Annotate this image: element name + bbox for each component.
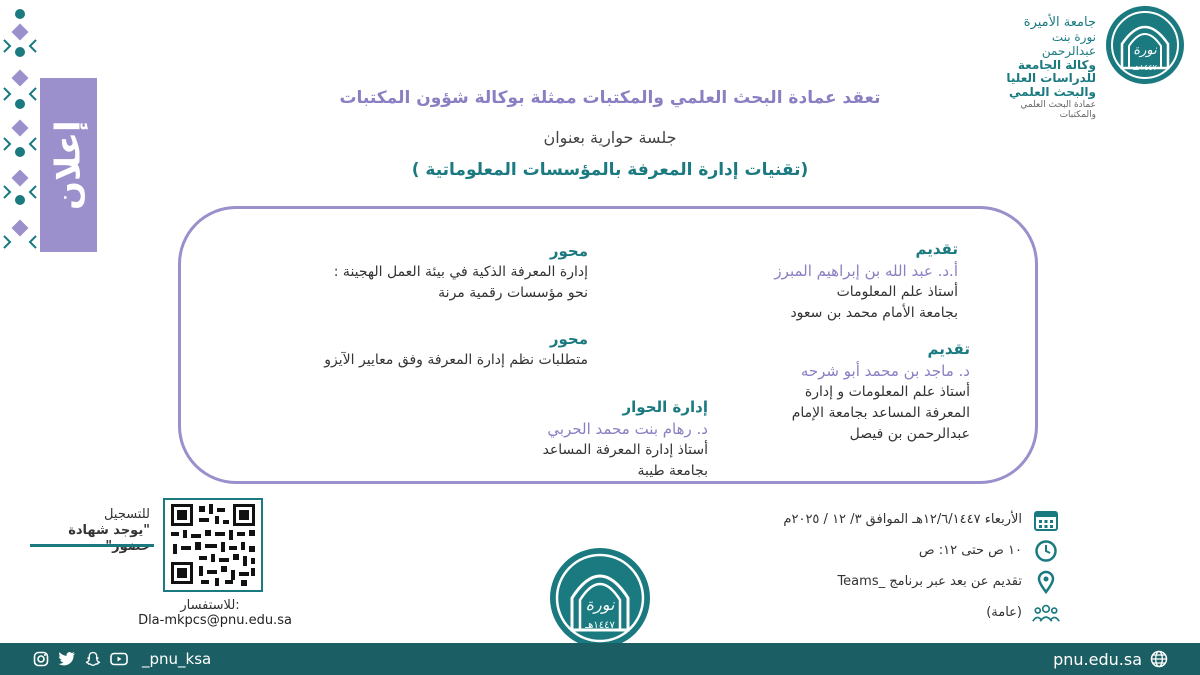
website-link[interactable] <box>1053 643 1168 675</box>
decorative-pattern <box>0 0 40 252</box>
registration-label <box>26 507 150 555</box>
presenter-1-name: أ.د. عبد الله بن إبراهيم المبرز <box>774 262 958 280</box>
presenter-1-title2: بجامعة الأمام محمد بن سعود <box>790 305 958 321</box>
event-audience: (عامة) <box>986 605 1022 620</box>
footer-bar <box>0 643 1200 675</box>
event-date: الأربعاء ١٢/٦/١٤٤٧هـ الموافق ٣/ ١٢ / ٢٠٢٥م <box>783 512 1022 527</box>
moderator <box>448 396 708 482</box>
event-details <box>700 504 1060 628</box>
location-row <box>700 566 1060 597</box>
session-topic: (تقنيات إدارة المعرفة بالمؤسسات المعلوماتية ) <box>411 160 809 180</box>
group-icon <box>1032 599 1060 627</box>
registration-text: للتسجيل <box>104 507 150 522</box>
session-type: جلسة حوارية بعنوان <box>543 128 677 147</box>
youtube-icon[interactable] <box>110 650 128 668</box>
social-handle[interactable]: _pnu_ksa <box>142 650 212 668</box>
date-row <box>700 504 1060 535</box>
audience-row <box>700 597 1060 628</box>
certificate-note: "يوجد شهادة <box>68 523 150 538</box>
announcement-label: إعلان <box>48 120 89 210</box>
presenter-1-title1: أستاذ علم المعلومات <box>836 284 958 300</box>
presenter-2-title1: أستاذ علم المعلومات و إدارة <box>804 384 970 400</box>
calendar-icon <box>1032 506 1060 534</box>
svg-text:١٤٤٧هـ: ١٤٤٧هـ <box>1133 63 1157 72</box>
clock-icon <box>1032 537 1060 565</box>
university-name-line2: نورة بنت عبدالرحمن <box>1041 29 1096 58</box>
presenter-2-title3: عبدالرحمن بن فيصل <box>849 426 970 442</box>
presenter-2-heading: تقديم <box>927 340 970 358</box>
university-name-line1: جامعة الأميرة <box>1023 15 1096 30</box>
svg-text:نورة: نورة <box>1133 43 1157 58</box>
moderator-title2: بجامعة طيبة <box>637 463 708 479</box>
website-url[interactable]: pnu.edu.sa <box>1053 649 1142 669</box>
instagram-icon[interactable] <box>32 650 50 668</box>
inquiry-label: للاستفسار: <box>180 598 240 613</box>
twitter-icon[interactable] <box>58 650 76 668</box>
moderator-heading: إدارة الحوار <box>622 398 708 416</box>
axis-1-heading: محور <box>549 242 588 260</box>
agency-name-line2: والبحث العلمي <box>1009 85 1096 100</box>
invitation-title: تعقد عمادة البحث العلمي والمكتبات ممثلة بوكالة شؤون المكتبات <box>339 88 881 108</box>
social-links <box>32 643 211 675</box>
axis-1 <box>228 240 588 304</box>
svg-text:نورة: نورة <box>585 595 615 614</box>
snapchat-icon[interactable] <box>84 650 102 668</box>
presenter-1-heading: تقديم <box>915 240 958 258</box>
agency-name-line1: وكالة الجامعة للدراسات العليا <box>1006 57 1096 86</box>
center-crest-icon <box>548 546 652 652</box>
time-row <box>700 535 1060 566</box>
axis-1-line1: إدارة المعرفة الذكية في بيئة العمل الهجينة : <box>333 264 588 280</box>
deanship-name: عمادة البحث العلمي والمكتبات <box>1020 99 1096 121</box>
crest-icon <box>1104 4 1186 86</box>
presenter-2-name: د. ماجد بن محمد أبو شرحه <box>800 362 970 380</box>
location-pin-icon <box>1032 568 1060 596</box>
presenter-2-title2: المعرفة المساعد بجامعة الإمام <box>791 405 970 421</box>
event-time: ١٠ ص حتى ١٢: ص <box>918 543 1022 558</box>
registration-qr-code[interactable] <box>163 498 263 592</box>
moderator-name: د. رهام بنت محمد الحربي <box>547 420 708 438</box>
presenter-1 <box>658 238 958 324</box>
moderator-title1: أستاذ إدارة المعرفة المساعد <box>542 442 708 458</box>
inquiry-email-link[interactable]: Dla-mkpcs@pnu.edu.sa <box>138 613 292 628</box>
svg-text:١٤٤٧هـ: ١٤٤٧هـ <box>585 620 615 631</box>
axis-2 <box>228 328 588 371</box>
event-location: تقديم عن بعد عبر برنامج _Teams <box>837 574 1022 589</box>
registration-underline <box>30 544 154 547</box>
axis-2-line1: متطلبات نظم إدارة المعرفة وفق معايير الآيزو <box>324 352 588 368</box>
axis-2-heading: محور <box>549 330 588 348</box>
globe-icon <box>1150 650 1168 668</box>
axis-1-line2: نحو مؤسسات رقمية مرنة <box>438 285 588 301</box>
